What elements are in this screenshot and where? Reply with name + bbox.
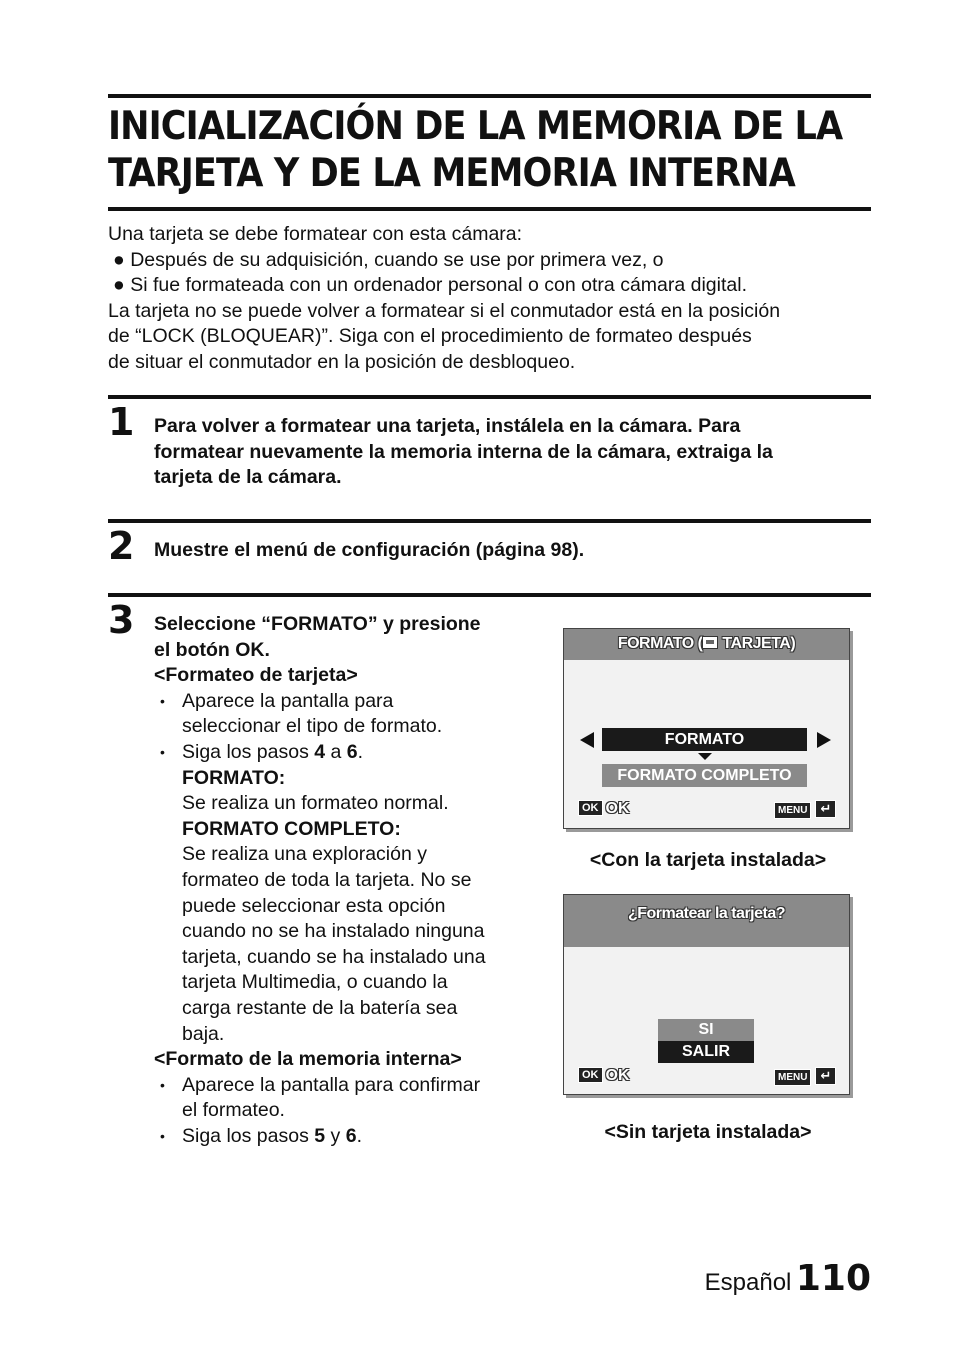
page-number: 110	[795, 1258, 871, 1299]
menu-return-hint	[774, 800, 836, 819]
chevron-down-icon	[698, 753, 712, 760]
step-1-instruction: Para volver a formatear una tarjeta, instálela en la cámara. Para formatear nuevamente la memoria interna de la cámara, extraiga la tarjeta de la cámara.	[154, 415, 773, 489]
intro-lead: Una tarjeta se debe formatear con esta cámara:	[108, 223, 523, 245]
return-arrow-icon: ↵	[815, 800, 836, 818]
internal-bullet: • Aparece la pantalla para confirmar el formateo.	[154, 1073, 539, 1124]
screen-header: FORMATO ( TARJETA)	[564, 629, 849, 660]
footer-language: Español	[704, 1269, 792, 1296]
option-formato-selected[interactable]: FORMATO	[602, 728, 807, 751]
internal-bullet: • Siga los pasos 5 y 6.	[154, 1124, 539, 1150]
formato-completo-description: Se realiza una exploración y formateo de toda la tarjeta. No se puede seleccionar esta opción cuando no se ha instalado ninguna tarjeta, cuando se ha instalado una tarjeta Multimedia, o cuando la carga restante de la batería sea baja.	[182, 843, 486, 1045]
menu-key-icon: MENU	[774, 802, 811, 819]
screen-header: ¿Formatear la tarjeta?	[564, 895, 849, 947]
formato-label: FORMATO:	[182, 766, 286, 789]
intro-bullet: ● Después de su adquisición, cuando se use por primera vez, o	[113, 248, 664, 271]
step-1-number: 1	[108, 400, 135, 444]
step-2-instruction: Muestre el menú de configuración (página 98).	[154, 539, 585, 561]
intro-note-line: de “LOCK (BLOQUEAR)”. Siga con el procedimiento de formateo después	[108, 325, 752, 348]
step-1-rule	[108, 395, 871, 399]
step-2-rule	[108, 519, 871, 523]
camera-screen-with-card	[563, 628, 850, 829]
menu-key-icon: MENU	[774, 1069, 811, 1086]
page-title-line-2: TARJETA Y DE LA MEMORIA INTERNA	[108, 151, 795, 196]
ok-button-hint: OK OK	[578, 1067, 630, 1085]
option-salir-selected[interactable]: SALIR	[658, 1041, 754, 1063]
step-2-number: 2	[108, 524, 135, 568]
step-3-rule	[108, 593, 871, 597]
intro-note-line: de situar el conmutador en la posición de desbloqueo.	[108, 350, 576, 373]
ok-key-icon: OK	[578, 800, 603, 816]
caption-with-card: <Con la tarjeta instalada>	[589, 849, 827, 871]
page-title	[108, 103, 843, 197]
camera-screen-no-card	[563, 894, 850, 1095]
card-format-heading: <Formateo de tarjeta>	[154, 664, 358, 687]
page-footer	[705, 1258, 871, 1299]
step-3-content	[154, 612, 539, 1149]
ok-button-hint: OK OK	[578, 800, 630, 818]
step-3-heading: Seleccione “FORMATO” y presione el botón OK.	[154, 613, 481, 661]
card-icon	[702, 636, 718, 649]
intro-text	[108, 222, 878, 376]
step-3-number: 3	[108, 598, 135, 642]
card-bullet: • Aparece la pantalla para seleccionar el tipo de formato.	[154, 689, 539, 740]
return-arrow-icon: ↵	[815, 1067, 836, 1085]
menu-return-hint	[774, 1067, 836, 1086]
internal-memory-heading: <Formato de la memoria interna>	[154, 1048, 462, 1071]
formato-description: Se realiza un formateo normal.	[182, 792, 449, 815]
formato-completo-label: FORMATO COMPLETO:	[182, 817, 401, 840]
arrow-left-icon[interactable]	[580, 732, 594, 748]
intro-note-line: La tarjeta no se puede volver a formatear si el conmutador está en la posición	[108, 299, 781, 322]
intro-bullet: ● Si fue formateada con un ordenador personal o con otra cámara digital.	[113, 274, 747, 297]
option-formato-completo[interactable]: FORMATO COMPLETO	[602, 764, 807, 787]
ok-key-icon: OK	[578, 1067, 603, 1083]
option-si[interactable]: SI	[658, 1019, 754, 1041]
caption-no-card: <Sin tarjeta instalada>	[604, 1121, 812, 1143]
title-bottom-rule	[108, 207, 871, 211]
title-top-rule	[108, 94, 871, 98]
page-title-line-1: INICIALIZACIÓN DE LA MEMORIA DE LA	[108, 104, 843, 149]
card-bullet: • Siga los pasos 4 a 6.	[154, 740, 539, 766]
arrow-right-icon[interactable]	[817, 732, 831, 748]
